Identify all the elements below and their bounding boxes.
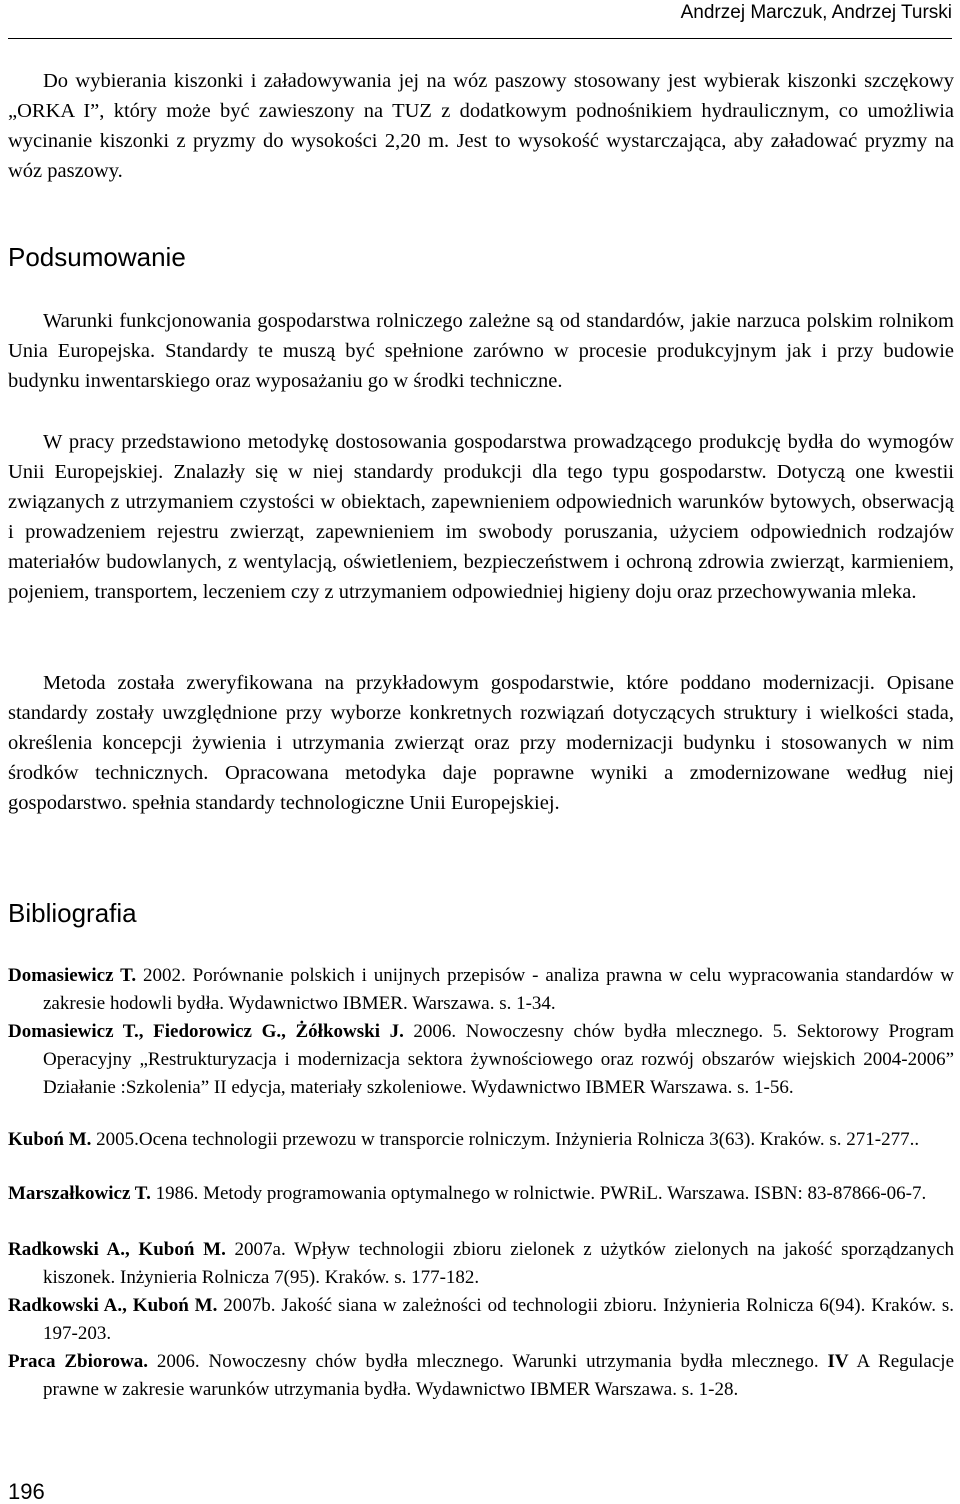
bib-authors: Marszałkowicz T. [8,1183,151,1204]
bib-text: 2007a. Wpływ technologii zbioru zielonek z użytków zielonych na jakość sporządzanych kiszonek. Inżynieria Rolnicza 7(95). Kraków. s. 177-182. [43,1239,955,1288]
bib-bold-inline: IV [827,1351,849,1372]
summary-paragraph-2: W pracy przedstawiono metodykę dostosowania gospodarstwa prowadzącego produkcję bydła do wymogów Unii Europejskiej. Znalazły się w niej standardy produkcji dla tego typu gospodarstw. Dotyczą one kwestii związanych z utrzymaniem czystości w obiektach, zapewnieniem odpowiednich warunków bytowych, obserwacją i prowadzeniem rejestru zwierząt, zapewnieniem im swobody poruszania, użyciem odpowiednich rodzajów materiałów budowlanych, z wentylacją, oświetleniem, bezpieczeństwem i ochroną zdrowia zwierząt, karmieniem, pojeniem, transportem, leczeniem czy z utrzymaniem odpowiedniej higieny doju oraz przechowywania mleka. [8,431,954,603]
bib-entry [8,1126,954,1154]
bib-text: 2006. Nowoczesny chów bydła mlecznego. 5. Sektorowy Program Operacyjny „Restrukturyzacja i modernizacja sektora żywnościowego oraz rozwój obszarów wiejskich 2004-2006” Działanie :Szkolenia” II edycja, materiały szkoleniowe. Wydawnictwo IBMER Warszawa. s. 1-56. [43,1021,954,1098]
bib-entry [8,1180,954,1208]
summary-paragraph-3: Metoda została zweryfikowana na przykładowym gospodarstwie, które poddano modernizacji. Opisane standardy zostały uwzględnione przy wyborze konkretnych rozwiązań dotyczących struktury i wielkości stada, określenia koncepcji żywienia i utrzymania zwierząt oraz przy modernizacji budynku i stosowanych w nim środków technicznych. Opracowana metodyka daje poprawne wyniki a zmodernizowane według niej gospodarstwo. spełnia standardy technologiczne Unii Europejskiej. [8,672,954,814]
bib-authors: Domasiewicz T. [8,965,137,986]
header-rule [8,38,952,39]
bibliography-heading: Bibliografia [8,898,137,928]
bib-text: 2002. Porównanie polskich i unijnych przepisów - analiza prawna w celu wypracowania standardów w zakresie hodowli bydła. Wydawnictwo IBMER. Warszawa. s. 1-34. [43,965,954,1014]
bib-text: 2006. Nowoczesny chów bydła mlecznego. Warunki utrzymania bydła mlecznego. [147,1351,819,1372]
bib-authors: Domasiewicz T., Fiedorowicz G., Żółkowski J. [8,1021,404,1042]
bib-authors: Radkowski A., Kuboń M. [8,1239,226,1260]
page-number: 196 [8,1479,45,1504]
bib-entry [8,1018,954,1102]
running-header: Andrzej Marczuk, Andrzej Turski [680,2,952,23]
bib-authors: Kuboń M. [8,1129,92,1150]
bib-text-after: A Regulacje prawne w zakresie warunków utrzymania bydła. Wydawnictwo IBMER Warszawa. s. 1-28. [43,1351,954,1400]
bib-entry [8,1236,954,1292]
bib-entry [8,1348,954,1404]
intro-paragraph: Do wybierania kiszonki i załadowywania jej na wóz paszowy stosowany jest wybierak kiszonki szczękowy „ORKA I”, który może być zawieszony na TUZ z dodatkowym podnośnikiem hydraulicznym, co umożliwia wycinanie kiszonki z pryzmy do wysokości 2,20 m. Jest to wysokość wystarczająca, aby załadować pryzmy na wóz paszowy. [8,70,954,182]
bib-authors: Praca Zbiorowa. [8,1351,148,1372]
summary-heading: Podsumowanie [8,242,186,272]
bib-entry [8,962,954,1018]
bib-text: 2007b. Jakość siana w zależności od technologii zbioru. Inżynieria Rolnicza 6(94). Kraków. s. 197-203. [43,1295,954,1344]
summary-paragraph-1: Warunki funkcjonowania gospodarstwa rolniczego zależne są od standardów, jakie narzuca polskim rolnikom Unia Europejska. Standardy te muszą być spełnione zarówno w procesie produkcyjnym jak i przy budowie budynku inwentarskiego oraz wyposażaniu go w środki techniczne. [8,310,954,392]
bib-entry [8,1292,954,1348]
bib-text: 1986. Metody programowania optymalnego w rolnictwie. PWRiL. Warszawa. ISBN: 83-87866-06-7. [150,1183,927,1204]
bib-text: 2005.Ocena technologii przewozu w transporcie rolniczym. Inżynieria Rolnicza 3(63). Kraków. s. 271-277.. [91,1129,920,1150]
bib-authors: Radkowski A., Kuboń M. [8,1295,218,1316]
